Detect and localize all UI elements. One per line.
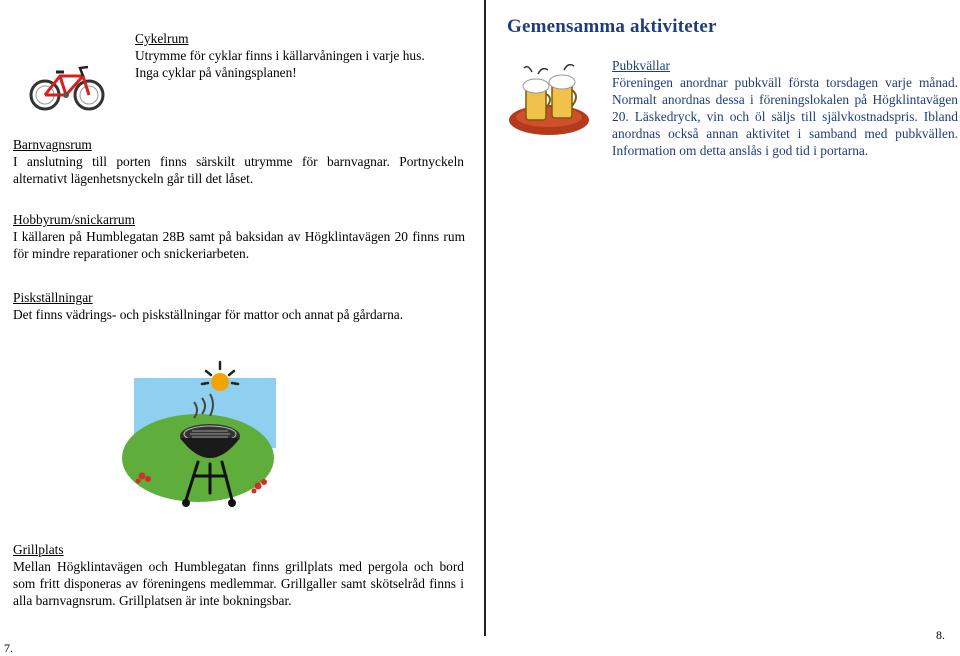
cykelrum-heading: Cykelrum [135, 31, 189, 46]
pubkvallar-body: Föreningen anordnar pubkväll första torsdagen varje månad. Normalt anordnas dessa i föreningslokalen på Högklintavägen 20. Läskedryck, vin och öl säljs till självkostnadspris. Ibland anordnas också annan aktivitet i samband med pubkvällen. Information om detta anslås i god tid i portarna. [612, 75, 958, 158]
page-number-left: 7. [4, 641, 13, 655]
page-title: Gemensamma aktiviteter [507, 16, 717, 37]
grillplats-body: Mellan Högklintavägen och Humblegatan finns grillplats med pergola och bord som fritt disponeras av föreningens medlemmar. Grillgaller samt skötselråd finns i alla barnvagnsrum. Grillplatsen är inte bokningsbar. [13, 559, 464, 608]
piskstallningar-section [13, 289, 465, 323]
barbecue-grill-icon [120, 358, 280, 513]
beer-mugs-icon [508, 62, 590, 138]
pubkvallar-section [612, 57, 958, 159]
grillplats-heading: Grillplats [13, 542, 64, 557]
barnvagnsrum-heading: Barnvagnsrum [13, 137, 92, 152]
cykelrum-section [135, 30, 475, 81]
barnvagnsrum-section [13, 136, 464, 187]
piskstallningar-body: Det finns vädrings- och piskställningar för mattor och annat på gårdarna. [13, 307, 404, 322]
pubkvallar-heading: Pubkvällar [612, 58, 671, 73]
hobbyrum-body: I källaren på Humblegatan 28B samt på baksidan av Högklintavägen 20 finns rum för mindre reparationer och snickeriarbeten. [13, 229, 465, 261]
page-divider [484, 0, 486, 636]
grillplats-section [13, 541, 464, 609]
hobbyrum-section [13, 211, 465, 262]
cykelrum-line-1: Utrymme för cyklar finns i källarvåningen i varje hus. [135, 48, 425, 63]
page-number-right: 8. [936, 628, 945, 642]
piskstallningar-heading: Piskställningar [13, 290, 93, 305]
hobbyrum-heading: Hobbyrum/snickarrum [13, 212, 135, 227]
barnvagnsrum-body: I anslutning till porten finns särskilt utrymme för barnvagnar. Portnyckeln alternativt lägenhetsnyckeln går till det låset. [13, 154, 464, 186]
bicycle-icon [28, 62, 106, 112]
cykelrum-line-2: Inga cyklar på våningsplanen! [135, 65, 297, 80]
